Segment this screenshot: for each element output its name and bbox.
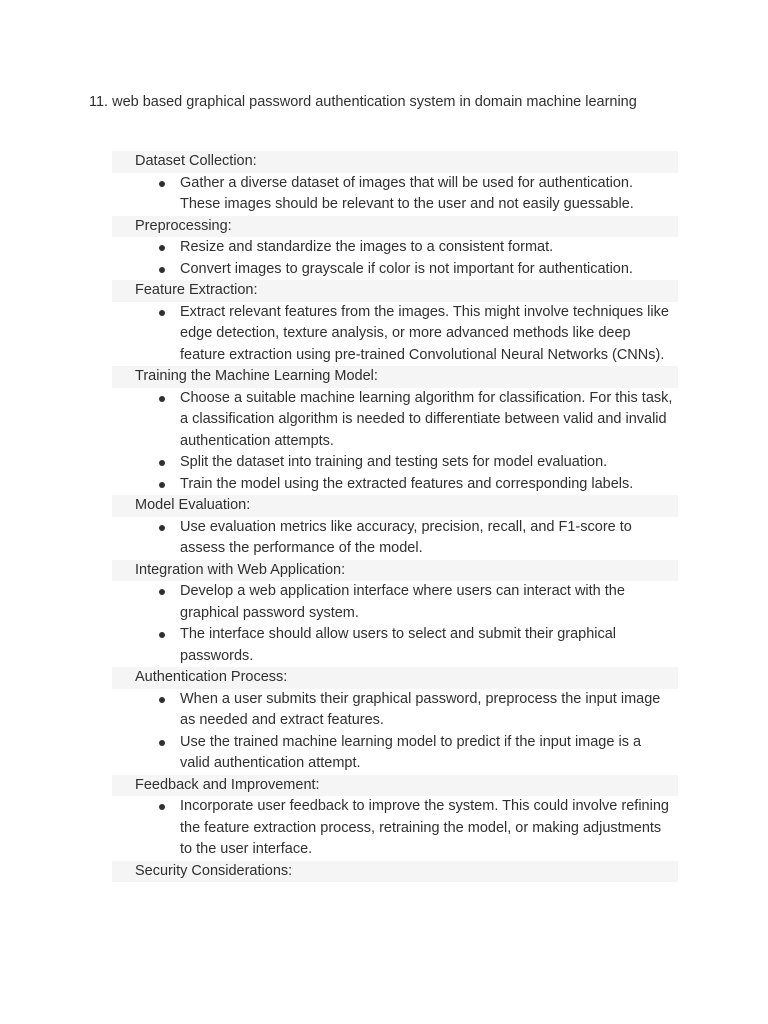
step-section	[112, 216, 678, 281]
bullet-item	[112, 474, 678, 496]
bullet-list	[112, 581, 678, 667]
step-section	[112, 151, 678, 216]
bullet-item	[112, 732, 678, 775]
bullet-dot-icon	[159, 181, 165, 187]
bullet-text: Extract relevant features from the images. This might involve techniques like edge detection, texture analysis, or more advanced methods like deep feature extraction using pre-trained Convolutional Neural Networks (CNNs).	[180, 303, 669, 363]
bullet-dot-icon	[159, 460, 165, 466]
bullet-list	[112, 796, 678, 861]
bullet-item	[112, 259, 678, 281]
bullet-list	[112, 388, 678, 496]
bullet-item	[112, 452, 678, 474]
step-section	[112, 775, 678, 861]
bullet-text: Choose a suitable machine learning algorithm for classification. For this task, a classification algorithm is needed to differentiate between valid and invalid authentication attempts.	[180, 389, 673, 449]
step-section	[112, 366, 678, 495]
bullet-list	[112, 173, 678, 216]
step-section	[112, 280, 678, 366]
bullet-item	[112, 237, 678, 259]
bullet-dot-icon	[159, 740, 165, 746]
step-section	[112, 861, 678, 883]
bullet-item	[112, 388, 678, 453]
heading-number: 11.	[89, 94, 109, 110]
bullet-item	[112, 173, 678, 216]
bullet-dot-icon	[159, 482, 165, 488]
bullet-text: Incorporate user feedback to improve the system. This could involve refining the feature extraction process, retraining the model, or making adjustments to the user interface.	[180, 798, 669, 857]
document-heading	[89, 92, 729, 113]
step-title: Preprocessing:	[112, 216, 678, 238]
step-section	[112, 667, 678, 775]
bullet-dot-icon	[159, 245, 165, 251]
step-section	[112, 495, 678, 560]
bullet-dot-icon	[159, 310, 165, 316]
step-title: Integration with Web Application:	[112, 560, 678, 582]
bullet-item	[112, 581, 678, 624]
bullet-text: Gather a diverse dataset of images that will be used for authentication. These images should be relevant to the user and not easily guessable.	[180, 174, 634, 212]
step-title: Training the Machine Learning Model:	[112, 366, 678, 388]
bullet-text: Develop a web application interface where users can interact with the graphical password system.	[180, 583, 625, 621]
step-title: Model Evaluation:	[112, 495, 678, 517]
heading-text: web based graphical password authentication system in domain machine learning	[112, 94, 637, 110]
bullet-text: When a user submits their graphical password, preprocess the input image as needed and extract features.	[180, 690, 661, 728]
bullet-text: The interface should allow users to select and submit their graphical passwords.	[180, 626, 617, 664]
step-title: Security Considerations:	[112, 861, 678, 883]
bullet-dot-icon	[159, 589, 165, 595]
bullet-text: Train the model using the extracted features and corresponding labels.	[180, 475, 634, 492]
bullet-list	[112, 689, 678, 775]
bullet-list	[112, 302, 678, 367]
bullet-item	[112, 689, 678, 732]
bullet-dot-icon	[159, 804, 165, 810]
bullet-item	[112, 517, 678, 560]
bullet-text: Use evaluation metrics like accuracy, precision, recall, and F1-score to assess the performance of the model.	[180, 518, 632, 556]
step-section	[112, 560, 678, 668]
step-title: Authentication Process:	[112, 667, 678, 689]
bullet-dot-icon	[159, 396, 165, 402]
bullet-text: Convert images to grayscale if color is not important for authentication.	[180, 260, 633, 277]
bullet-item	[112, 796, 678, 861]
bullet-dot-icon	[159, 267, 165, 273]
step-title: Feedback and Improvement:	[112, 775, 678, 797]
steps-list	[112, 151, 678, 882]
bullet-text: Resize and standardize the images to a consistent format.	[180, 239, 554, 255]
step-title: Feature Extraction:	[112, 280, 678, 302]
bullet-dot-icon	[159, 697, 165, 703]
bullet-text: Split the dataset into training and testing sets for model evaluation.	[180, 454, 608, 470]
bullet-list	[112, 517, 678, 560]
bullet-text: Use the trained machine learning model to predict if the input image is a valid authentication attempt.	[180, 733, 642, 771]
step-title: Dataset Collection:	[112, 151, 678, 173]
bullet-dot-icon	[159, 632, 165, 638]
bullet-item	[112, 624, 678, 667]
bullet-dot-icon	[159, 525, 165, 531]
bullet-list	[112, 237, 678, 280]
bullet-item	[112, 302, 678, 367]
